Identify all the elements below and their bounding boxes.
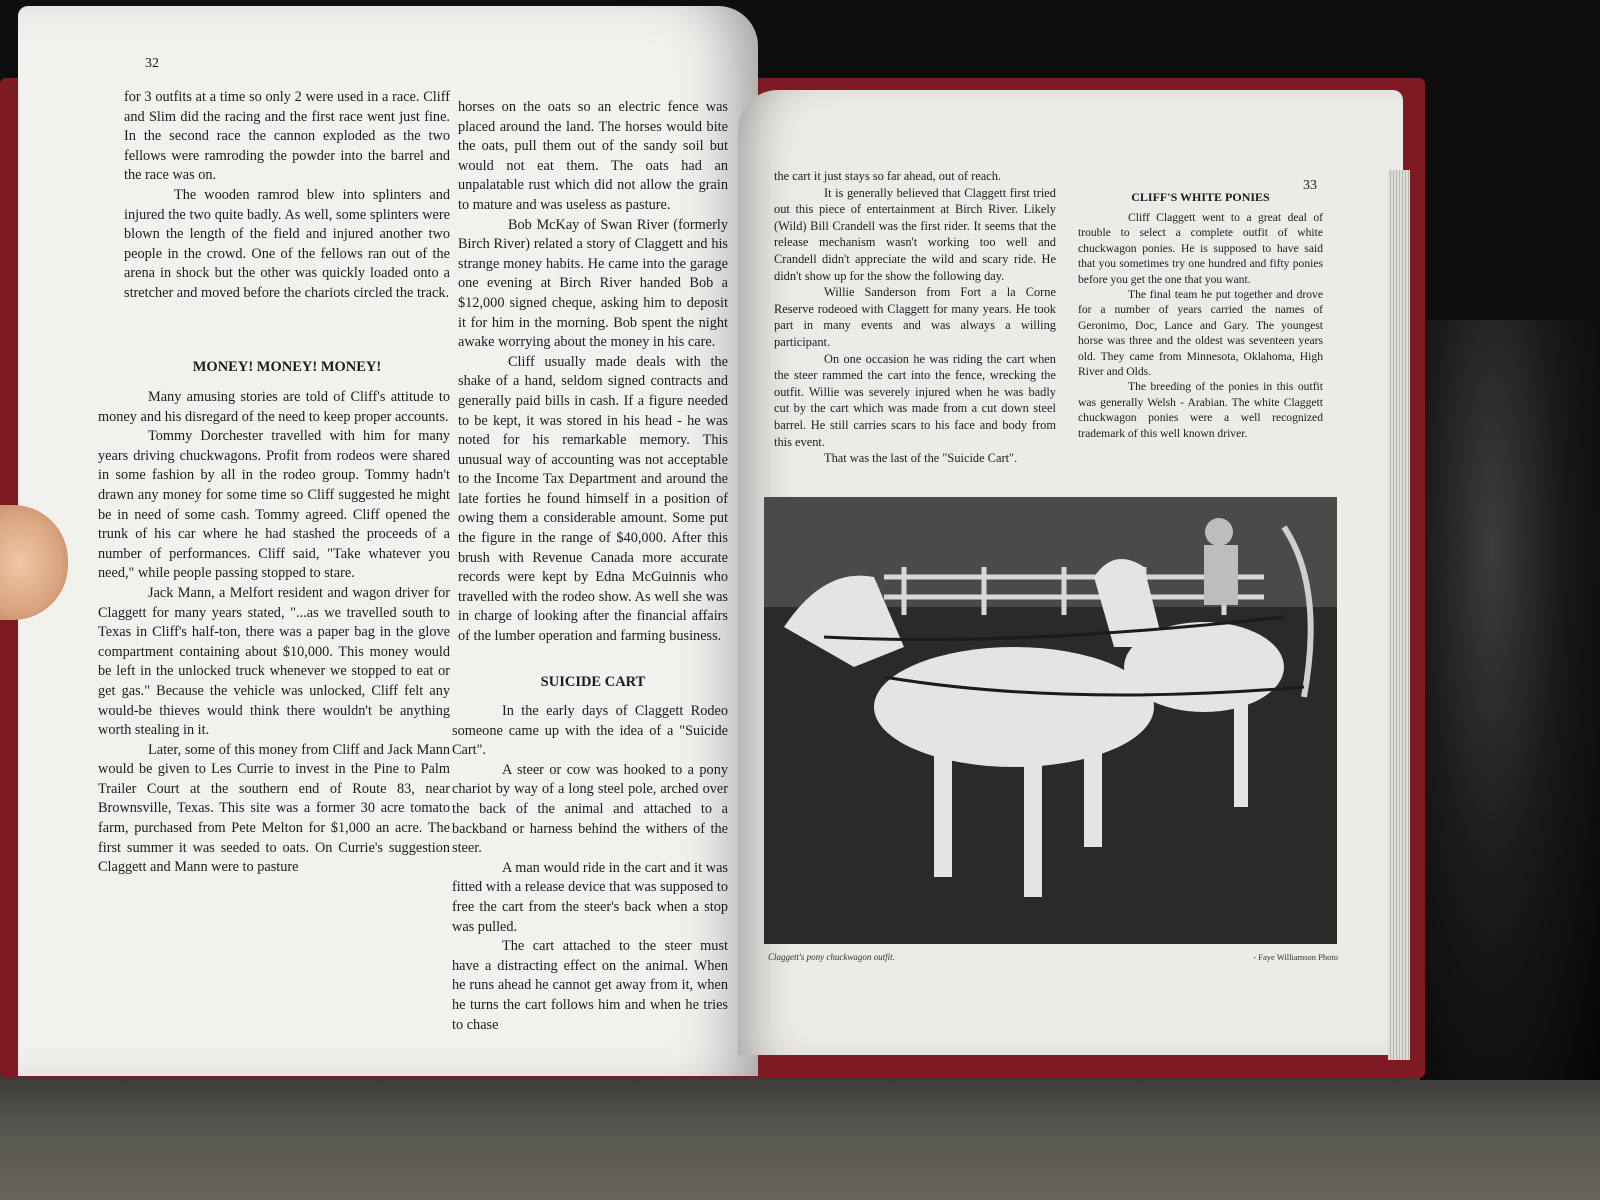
paragraph: for 3 outfits at a time so only 2 were used in a race. Cliff and Slim did the racing and the first race went just fine. In the second race the cannon exploded as the two fellows were ramroding the powder into the barrel and the race was on. [124,89,450,184]
left-column-1-lower [98,388,450,878]
paragraph: horses on the oats so an electric fence was placed around the land. The horses would bite the oats, pull them out of the sandy soil but would not eat them. The oats had an unpalatable rust which did not allow the grain to mature and was useless as pasture. [458,99,728,213]
left-column-2 [458,98,728,647]
photo-illustration [764,497,1337,944]
page-number-right: 33 [1303,178,1317,193]
section-heading-white-ponies: CLIFF'S WHITE PONIES [1131,190,1270,204]
paragraph: Bob McKay of Swan River (formerly Birch River) related a story of Claggett and his strange money habits. He came into the garage one evening at Birch River handed Bob a $12,000 signed cheque, asking him to deposit it for him in the morning. Bob spent the night awake worrying about the money in his care. [458,216,728,351]
paragraph: The final team he put together and drove for a number of years carried the names of Geronimo, Doc, Lance and Gary. The youngest horse was three and the oldest was seventeen years old. They came from Minnesota, Oklahoma, High River and Olds. [1078,288,1323,379]
left-page [18,6,758,1076]
section-heading-money: MONEY! MONEY! MONEY! [192,359,382,375]
floor [0,1075,1600,1200]
paragraph: Later, some of this money from Cliff and Jack Mann would be given to Les Currie to invest in the Pine to Palm Trailer Court at the southern end of Route 83, near Brownsville, Texas. This site was a former 30 acre tomato farm, purchased from Pete Melton for $1,000 an acre. The first summer it was seeded to oats. On Currie's suggestion Claggett and Mann were to pasture [98,741,450,876]
paragraph: Cliff usually made deals with the shake of a hand, seldom signed contracts and generally paid bills in cash. If a figure needed to be kept, it was stored in his head - he was noted for his remarkable memory. This unusual way of accounting was not acceptable to the Income Tax Department and around the late forties he found himself in a position of owing them a considerable amount. Some put the figure in the range of $40,000. After this brush with Revenue Canada more accurate records were kept by Edna McGuinnis who travelled with the rodeo show. As well she was in charge of looking after the financial affairs of the lumber operation and farming business. [458,353,728,645]
paragraph: It is generally believed that Claggett first tried out this piece of entertainment at Birch River. Likely (Wild) Bill Crandell was the first rider. It seems that the release mechanism wasn't working too well and Crandell didn't appreciate the wild and scary ride. He didn't show up for the show the following day. [774,185,1056,283]
left-column-2-lower [452,702,728,1035]
page-edges [1388,170,1410,1060]
paragraph: In the early days of Claggett Rodeo someone came up with the idea of a "Suicide Cart". [452,703,728,759]
paragraph: A steer or cow was hooked to a pony chariot by way of a long steel pole, arched over the back of the animal and attached to a backband or harness behind the withers of the steer. [452,761,728,857]
right-page [738,90,1403,1055]
paragraph: Willie Sanderson from Fort a la Corne Reserve rodeoed with Claggett for many years. He took part in many events and was always a willing participant. [774,285,1056,349]
paragraph: On one occasion he was riding the cart when the steer rammed the cart into the fence, wrecking the outfit. Willie was severely injured when he was badly cut by the cart which was made from a cut down steel barrel. He still carries scars to his face and body from this event. [774,351,1056,449]
paragraph: A man would ride in the cart and it was fitted with a release device that was supposed to free the cart from the steer's back when a stop was pulled. [452,859,728,935]
right-column-1 [774,168,1056,467]
paragraph: That was the last of the "Suicide Cart". [824,451,1018,466]
right-column-2 [1078,210,1323,441]
paragraph: Tommy Dorchester travelled with him for many years driving chuckwagons. Profit from rodeos were shared in some fashion by all in the rodeo group. Tommy hadn't drawn any money for some time so Cliff suggested he might be in need of some cash. Tommy agreed. Cliff opened the trunk of his car where he had stashed the proceeds of a number of performances. Cliff said, "Take whatever you need," while people passing stopped to stare. [98,428,450,582]
paragraph: The wooden ramrod blew into splinters and injured the two quite badly. As well, some splinters were blown the length of the field and injured another two people in the crowd. One of the fellows ran out of the arena in shock but the other was quickly loaded onto a stretcher and moved before the chariots circled the track. [124,186,450,301]
leather-chair [1420,320,1600,1080]
paragraph: The breeding of the ponies in this outfit was generally Welsh - Arabian. The white Claggett chuckwagon ponies were a well recognized trademark of this well known driver. [1078,380,1323,440]
photo-credit: - Faye Williamson Photo [1253,952,1338,962]
paragraph: Jack Mann, a Melfort resident and wagon driver for Claggett for many years stated, "...as we travelled south to Texas in Cliff's half-ton, there was a paper bag in the glove compartment containing about $10,000. This money would be left in the unlocked truck whenever we stopped to eat or get gas." Because the vehicle was unlocked, Cliff felt any would-be thieves would think there wouldn't be anything worth stealing in it. [98,584,450,739]
left-column-1 [124,88,450,304]
paragraph: Cliff Claggett went to a great deal of trouble to select a complete outfit of white chuckwagon ponies. He is supposed to have said that you sometimes try one hundred and fifty ponies before you get the one that you want. [1078,211,1323,286]
paragraph: The cart attached to the steer must have a distracting effect on the animal. When he runs ahead he cannot get away from it, when he turns the cart follows him and when he tries to chase [452,938,728,1033]
pony-chuckwagon-photo [764,497,1337,944]
paragraph: the cart it just stays so far ahead, out of reach. [774,169,1002,183]
section-heading-suicide-cart: SUICIDE CART [540,674,646,690]
photo-caption: Claggett's pony chuckwagon outfit. [768,952,895,962]
paragraph: Many amusing stories are told of Cliff's attitude to money and his disregard of the need to keep proper accounts. [98,389,450,425]
page-number-left: 32 [145,56,159,71]
